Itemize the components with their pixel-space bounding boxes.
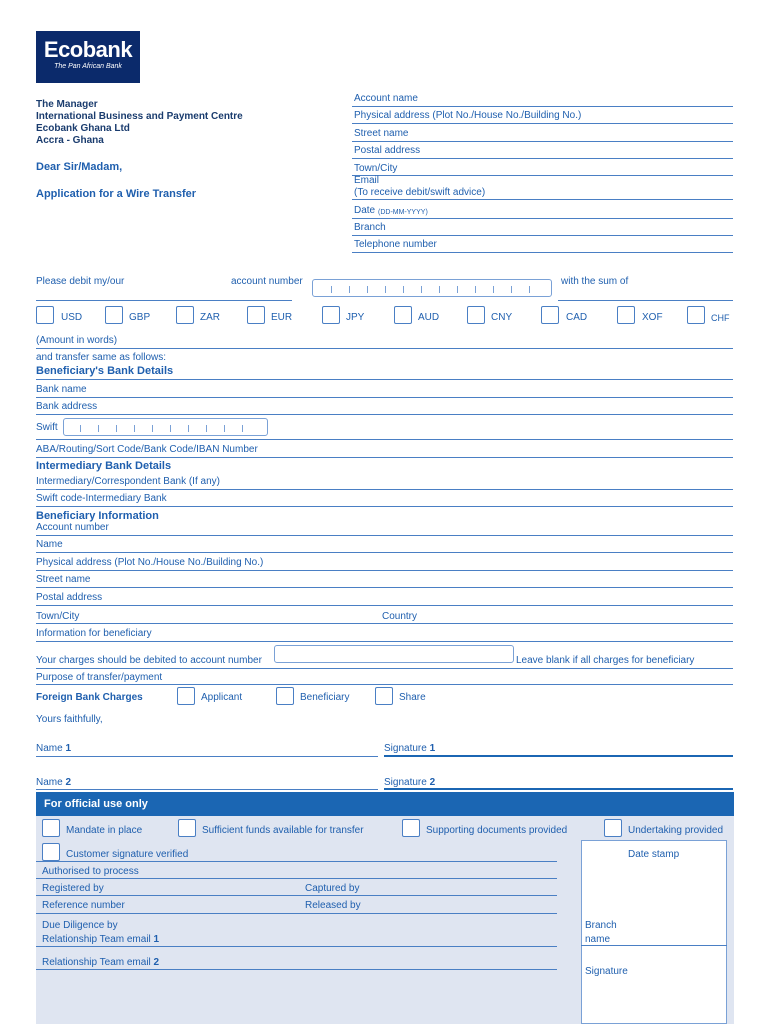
currency-checkbox-chf[interactable] <box>687 306 705 324</box>
currency-label-cad: CAD <box>566 312 588 323</box>
stamp-signature-label: Signature <box>585 966 628 977</box>
beneficiary-country-label: Country <box>382 611 418 622</box>
address-line-4: Accra - Ghana <box>36 135 104 146</box>
currency-label-aud: AUD <box>418 312 440 323</box>
debit-line-left <box>36 300 292 301</box>
name2-number: 2 <box>65 777 72 788</box>
intermediary-bank-field[interactable] <box>36 489 733 490</box>
debit-account-number-input[interactable] <box>312 279 552 297</box>
swift-label: Swift <box>36 422 58 433</box>
sufficient-funds-label: Sufficient funds available for transfer <box>202 825 364 836</box>
postal-address-label: Postal address <box>354 145 421 156</box>
reference-number-label: Reference number <box>42 900 125 911</box>
beneficiary-info-heading: Beneficiary Information <box>36 510 159 522</box>
charges-applicant-label: Applicant <box>201 692 243 703</box>
charges-share-checkbox[interactable] <box>375 687 393 705</box>
beneficiary-bank-heading: Beneficiary's Bank Details <box>36 365 174 377</box>
telephone-field[interactable] <box>352 252 733 253</box>
rel-team-email2-number: 2 <box>153 957 160 968</box>
please-debit-label: Please debit my/our <box>36 276 125 287</box>
reference-released-field[interactable] <box>36 913 557 914</box>
sum-field[interactable] <box>558 300 733 301</box>
charges-beneficiary-checkbox[interactable] <box>276 687 294 705</box>
supporting-docs-checkbox[interactable] <box>402 819 420 837</box>
form-title: Application for a Wire Transfer <box>36 188 197 200</box>
authorised-field[interactable] <box>36 878 557 879</box>
intermediary-swift-field[interactable] <box>36 506 733 507</box>
currency-checkbox-usd[interactable] <box>36 306 54 324</box>
postal-address-field[interactable] <box>352 158 733 159</box>
signature1-label-text: Signature <box>384 743 427 754</box>
name2-label <box>36 777 71 789</box>
street-name-field[interactable] <box>352 141 733 142</box>
beneficiary-postal-field[interactable] <box>36 605 733 606</box>
aba-field[interactable] <box>36 457 733 458</box>
registered-by-label: Registered by <box>42 883 104 894</box>
currency-checkbox-jpy[interactable] <box>322 306 340 324</box>
divider <box>36 668 733 669</box>
beneficiary-town-country-field[interactable] <box>36 623 733 624</box>
beneficiary-street-field[interactable] <box>36 587 733 588</box>
logo-brand: Ecobank <box>43 37 133 62</box>
foreign-charges-label: Foreign Bank Charges <box>36 692 143 703</box>
bank-name-field[interactable] <box>36 397 733 398</box>
date-stamp-box[interactable] <box>581 840 727 1024</box>
telephone-label: Telephone number <box>354 239 437 250</box>
mandate-checkbox[interactable] <box>42 819 60 837</box>
name2-field[interactable] <box>36 789 378 790</box>
beneficiary-address-label: Physical address (Plot No./House No./Building No.) <box>36 557 264 568</box>
branch-name-label-2: name <box>585 934 611 945</box>
amount-words-field[interactable] <box>36 348 733 349</box>
email-note: (To receive debit/swift advice) <box>354 187 486 198</box>
name1-number: 1 <box>65 743 72 754</box>
charges-applicant-checkbox[interactable] <box>177 687 195 705</box>
date-field[interactable] <box>352 218 733 219</box>
signature-verified-label: Customer signature verified <box>66 849 189 860</box>
rel-team-email2-text: Relationship Team email <box>42 957 151 968</box>
branch-name-field[interactable] <box>581 945 727 946</box>
physical-address-label: Physical address (Plot No./House No./Building No.) <box>354 110 582 121</box>
mandate-label: Mandate in place <box>66 825 143 836</box>
registered-captured-field[interactable] <box>36 895 557 896</box>
beneficiary-account-label: Account number <box>36 522 109 533</box>
currency-label-usd: USD <box>61 312 83 323</box>
signature-verified-checkbox[interactable] <box>42 843 60 861</box>
email-field[interactable] <box>352 199 733 200</box>
email-label: Email <box>354 175 380 186</box>
supporting-docs-label: Supporting documents provided <box>426 825 568 836</box>
name1-field[interactable] <box>36 756 378 757</box>
currency-label-jpy: JPY <box>346 312 365 323</box>
date-format-hint: (DD-MM-YYYY) <box>378 209 428 216</box>
transfer-as-follows: and transfer same as follows: <box>36 352 167 363</box>
ecobank-logo <box>36 31 140 83</box>
logo-tagline: The Pan African Bank <box>54 63 122 70</box>
account-name-field[interactable] <box>352 106 733 107</box>
date-stamp-label: Date stamp <box>628 849 680 860</box>
divider <box>36 379 733 380</box>
currency-label-chf: CHF <box>711 313 730 323</box>
beneficiary-account-field[interactable] <box>36 535 733 536</box>
address-line-2: International Business and Payment Centre <box>36 111 243 122</box>
charges-account-input[interactable] <box>274 645 514 663</box>
bank-name-label: Bank name <box>36 384 87 395</box>
address-line-1: The Manager <box>36 99 98 110</box>
divider <box>36 439 733 440</box>
currency-checkbox-zar[interactable] <box>176 306 194 324</box>
rel-team-email1-field[interactable] <box>36 946 557 947</box>
beneficiary-address-field[interactable] <box>36 570 733 571</box>
beneficiary-street-label: Street name <box>36 574 91 585</box>
divider <box>36 861 557 862</box>
salutation: Dear Sir/Madam, <box>36 161 123 173</box>
town-city-label: Town/City <box>354 163 398 174</box>
purpose-label: Purpose of transfer/payment <box>36 672 163 683</box>
currency-label-zar: ZAR <box>200 312 220 323</box>
signature1-number: 1 <box>429 743 436 754</box>
purpose-field[interactable] <box>36 684 733 685</box>
captured-by-label: Captured by <box>305 883 360 894</box>
account-number-label: account number <box>231 276 303 287</box>
signature1-field[interactable] <box>384 755 733 757</box>
charges-beneficiary-label: Beneficiary <box>300 692 350 703</box>
beneficiary-name-label: Name <box>36 539 63 550</box>
town-city-field[interactable] <box>352 175 733 176</box>
amount-words-label: (Amount in words) <box>36 335 118 346</box>
undertaking-label: Undertaking provided <box>628 825 724 836</box>
address-line-3: Ecobank Ghana Ltd <box>36 123 130 134</box>
name1-label <box>36 743 71 755</box>
bank-address-label: Bank address <box>36 401 98 412</box>
street-name-label: Street name <box>354 128 409 139</box>
currency-label-eur: EUR <box>271 312 293 323</box>
currency-checkbox-gbp[interactable] <box>105 306 123 324</box>
currency-checkbox-eur[interactable] <box>247 306 265 324</box>
beneficiary-info-label: Information for beneficiary <box>36 628 152 639</box>
signature2-number: 2 <box>429 777 436 788</box>
signature1-label <box>384 743 435 755</box>
aba-label: ABA/Routing/Sort Code/Bank Code/IBAN Number <box>36 444 258 455</box>
signature2-field[interactable] <box>384 788 733 790</box>
sufficient-funds-checkbox[interactable] <box>178 819 196 837</box>
rel-team-email1-number: 1 <box>153 934 160 945</box>
physical-address-field[interactable] <box>352 123 733 124</box>
currency-label-gbp: GBP <box>129 312 151 323</box>
currency-label-cny: CNY <box>491 312 513 323</box>
name2-label-text: Name <box>36 777 63 788</box>
closing-text: Yours faithfully, <box>36 714 103 725</box>
account-name-label: Account name <box>354 93 418 104</box>
currency-checkbox-xof[interactable] <box>617 306 635 324</box>
currency-label-xof: XOF <box>642 312 663 323</box>
rel-team-email1-text: Relationship Team email <box>42 934 151 945</box>
intermediary-bank-label: Intermediary/Correspondent Bank (If any) <box>36 476 220 487</box>
branch-name-label-1: Branch <box>585 920 617 931</box>
branch-field[interactable] <box>352 235 733 236</box>
official-use-header <box>36 792 734 816</box>
branch-label: Branch <box>354 222 386 233</box>
charges-share-label: Share <box>399 692 426 703</box>
leave-blank-note: Leave blank if all charges for beneficiary <box>516 655 695 666</box>
undertaking-checkbox[interactable] <box>604 819 622 837</box>
currency-checkbox-cny[interactable] <box>467 306 485 324</box>
rel-team-email2-field[interactable] <box>36 969 557 970</box>
with-sum-label: with the sum of <box>561 276 629 287</box>
currency-checkbox-aud[interactable] <box>394 306 412 324</box>
released-by-label: Released by <box>305 900 361 911</box>
beneficiary-town-label: Town/City <box>36 611 80 622</box>
rel-team-email1-label <box>42 934 159 946</box>
authorised-label: Authorised to process <box>42 866 139 877</box>
name1-label-text: Name <box>36 743 63 754</box>
official-use-title: For official use only <box>44 798 148 810</box>
currency-checkbox-cad[interactable] <box>541 306 559 324</box>
intermediary-heading: Intermediary Bank Details <box>36 460 172 472</box>
rel-team-email2-label <box>42 957 159 969</box>
charges-debited-label: Your charges should be debited to account number <box>36 655 262 666</box>
beneficiary-postal-label: Postal address <box>36 592 103 603</box>
date-label: Date <box>354 205 376 216</box>
bank-address-field[interactable] <box>36 414 733 415</box>
intermediary-swift-label: Swift code-Intermediary Bank <box>36 493 167 504</box>
beneficiary-info-field[interactable] <box>36 641 733 642</box>
swift-input[interactable] <box>63 418 268 436</box>
beneficiary-name-field[interactable] <box>36 552 733 553</box>
due-diligence-label: Due Diligence by <box>42 920 118 931</box>
signature2-label-text: Signature <box>384 777 427 788</box>
